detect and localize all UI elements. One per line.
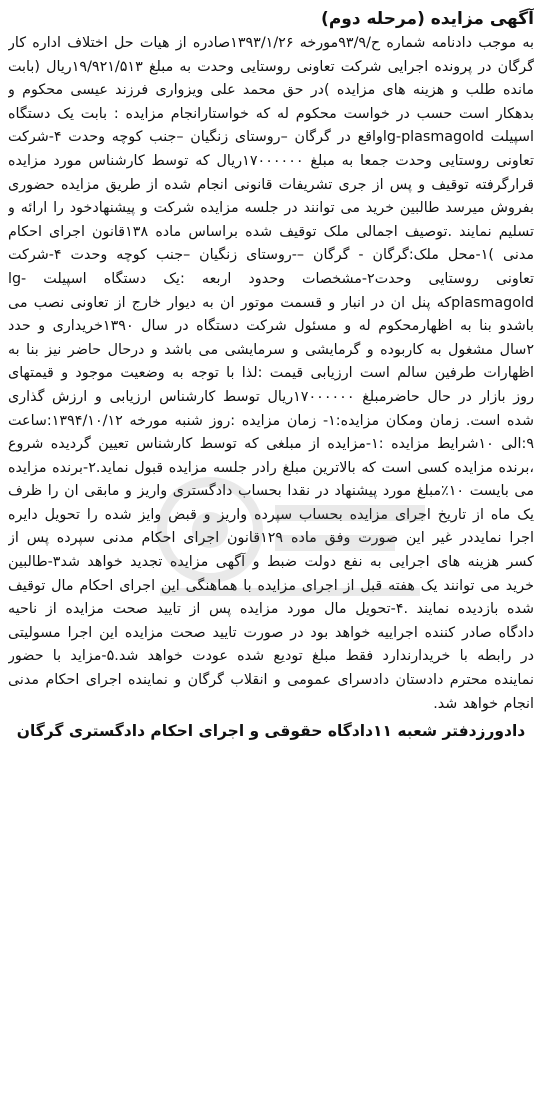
notice-footer: دادورزدفتر شعبه ۱۱دادگاه حقوقی و اجرای احکام دادگستری گرگان <box>16 722 526 741</box>
auction-notice <box>8 6 534 1080</box>
notice-body: به موجب دادنامه شماره ح/۹۳/۹مورخه ۱۳۹۳/۱/۲۶صادره از هیات حل اختلاف اداره کار گرگان در پرونده اجرایی شرکت تعاونی روستایی وحدت به مبلغ ۱۹/۹۲۱/۵۱۳ریال (بابت مانده طلب و هزینه های مزایده )در حق محمد علی ویزواری فرزند عیسی محکوم و بدهکار است حسب در خواست محکوم له که خواستارانجام مزایده : بابت یک دستگاه اسپیلت lg-plasmagoldواقع در گرگان –روستای زنگیان –جنب کوچه وحدت ۴-شرکت تعاونی روستایی وحدت جمعا به مبلغ ۱۷۰۰۰۰۰۰ریال که توسط کارشناس مورد مزایده قرارگرفته توقیف و پس از جری تشریفات قانونی انجام شده از طریق مزایده حضوری بفروش میرسد طالبین خرید می توانند در جلسه مزایده شرکت و پیشنهادخود را ارائه و تسلیم نمایند .توصیف اجمالی ملک توقیف شده براساس ماده ۱۳۸قانون اجرای احکام مدنی )۱-محل ملک:گرگان - گرگان –-روستای زنگیان –جنب کوچه وحدت ۴-شرکت تعاونی روستایی وحدت۲-مشخصات وحدود اربعه :یک دستگاه اسپیلت lg-plasmagoldکه پنل ان در انبار و قسمت موتور ان به دیوار خارج از تعاونی نصب می باشدو بنا به اظهارمحکوم له و مسئول شرکت دستگاه در سال ۱۳۹۰خریداری و حدد ۲سال مشغول به کاربوده و گرمایشی و سرمایشی می باشد و درحال حاضر نیز بنا به اظهارات طرفین سالم است ارزیابی قیمت :لذا با توجه به وضعیت موجود و قیمتهای روز بازار در حال حاضرمبلغ ۱۷۰۰۰۰۰۰ریال توسط کارشناس ارزیابی و ارزش گذاری شده است. زمان ومکان مزایده:۱- زمان مزایده :روز شنبه مورخه ۱۳۹۴/۱۰/۱۲:ساعت ۹:الی ۱۰شرایط مزایده :۱-مزایده از مبلغی که توسط کارشناس تعیین گردیده شروع ،برنده مزایده کسی است که بالاترین مبلغ رادر جلسه مزایده قبول نماید.۲-برنده مزایده می بایست ۱۰٪مبلغ مورد پیشنهاد در نقدا بحساب دادگستری واریز و مابقی ان را ظرف یک ماه از تاریخ اجرای مزایده بحساب سپرده واریز و قبض وایز شده را تحویل دایره اجرا نمایددر غیر این صورت وفق ماده ۱۲۹قانون اجرای احکام مدنی سپرده پس از کسر هزینه های اجرایی به نفع دولت ضبط و آگهی مزایده تجدید خواهد شد۳-طالبین خرید می توانند یک هفته قبل از اجرای مزایده با هماهنگی این اجرای احکام مال توقیف شده بازدیده نمایند .۴-تحویل مال مورد مزایده پس از تایید صحت مزایده از ناحیه دادگاه صادر کننده اجراییه خواهد بود در صورت تایید صحت مزایده این اجرا مسولیتی در رابطه با خریدارندارد فقط مبلغ تودیع شده عودت خواهد شد.۵-مزاید با حضور نماینده محترم دادستان دادسرای عمومی و انقلاب گرگان و نماینده اجرای احکام مدنی انجام خواهد شد. <box>8 35 534 712</box>
notice-title: آگهی مزایده (مرحله دوم) <box>321 9 534 29</box>
